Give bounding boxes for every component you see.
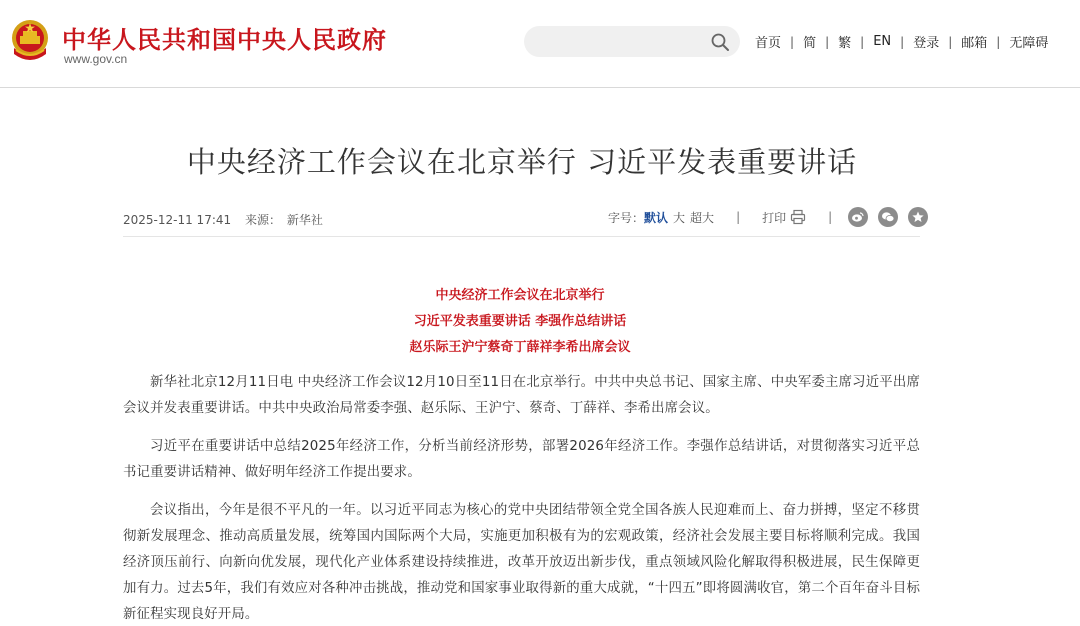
article-paragraph: 新华社北京12月11日电 中央经济工作会议12月10日至11日在北京举行。中共中央总书记、国家主席、中央军委主席习近平出席会议并发表重要讲话。中共中央政治局常委李强、赵乐际、王沪宁、蔡奇、丁薛祥、李希出席会议。 [123,375,920,416]
article-title: 中央经济工作会议在北京举行 习近平发表重要讲话 [186,145,858,179]
nav-simplified[interactable]: 简 [803,36,817,51]
nav-separator: | [860,34,865,49]
article-paragraph: 习近平在重要讲话中总结2025年经济工作，分析当前经济形势，部署2026年经济工作。李强作总结讲话，对贯彻落实习近平总书记重要讲话精神、做好明年经济工作提出要求。 [123,439,920,480]
subheadline-2: 习近平发表重要讲话 李强作总结讲话 [413,314,627,329]
article-body [123,370,920,626]
font-size-default[interactable]: 默认 [644,210,669,225]
search-icon[interactable] [710,32,730,52]
meta-divider [123,236,920,237]
nav-english[interactable]: EN [873,34,892,49]
source-name: 新华社 [286,213,323,227]
subheadline-1: 中央经济工作会议在北京举行 [435,288,605,303]
subheadline-3: 赵乐际王沪宁蔡奇丁薛祥李希出席会议 [409,340,631,355]
print-button[interactable] [762,209,806,226]
font-size-xlarge[interactable]: 超大 [690,210,715,225]
article-meta [123,211,333,228]
nav-separator: | [825,34,830,49]
nav-accessibility[interactable]: 无障碍 [1009,36,1049,51]
publish-datetime: 2025-12-11 17:41 [123,213,232,227]
nav-mail[interactable]: 邮箱 [961,36,988,51]
site-header [0,0,1080,88]
wechat-icon[interactable] [878,207,898,227]
nav-separator: | [948,34,953,49]
article-subheadlines [0,286,1040,364]
nav-separator: | [900,34,905,49]
font-size-label: 字号： [608,210,645,225]
site-title[interactable]: 中华人民共和国中央人民政府 [62,26,387,54]
printer-icon [790,209,806,225]
nav-separator: | [790,34,795,49]
print-label: 打印 [762,210,787,225]
tool-separator: | [736,210,741,224]
source-label: 来源： [244,213,281,227]
tool-separator: | [828,210,833,224]
nav-home[interactable]: 首页 [755,36,782,51]
search-box[interactable] [524,26,740,57]
nav-separator: | [996,34,1001,49]
nav-login[interactable]: 登录 [913,36,940,51]
font-size-large[interactable]: 大 [673,210,686,225]
top-navigation [755,32,1048,51]
nav-traditional[interactable]: 繁 [838,36,852,51]
article-paragraph: 会议指出，今年是很不平凡的一年。以习近平同志为核心的党中央团结带领全党全国各族人民迎难而上、奋力拼搏，坚定不移贯彻新发展理念、推动高质量发展，统筹国内国际两个大局，实施更加积极有为的宏观政策，经济社会发展主要目标将顺利完成。我国经济顶压前行、向新向优发展，现代化产业体系建设持续推进，改革开放迈出新步伐，重点领域风险化解取得积极进展，民生保障更加有力。过去5年，我们有效应对各种冲击挑战，推动党和国家事业取得新的重大成就，“十四五”即将圆满收官，第二个百年奋斗目标新征程实现良好开局。 [123,503,920,622]
national-emblem-icon[interactable] [10,18,50,64]
article-tools [608,205,938,229]
weibo-icon[interactable] [848,207,868,227]
favorite-icon[interactable] [908,207,928,227]
site-url: www.gov.cn [64,52,128,66]
